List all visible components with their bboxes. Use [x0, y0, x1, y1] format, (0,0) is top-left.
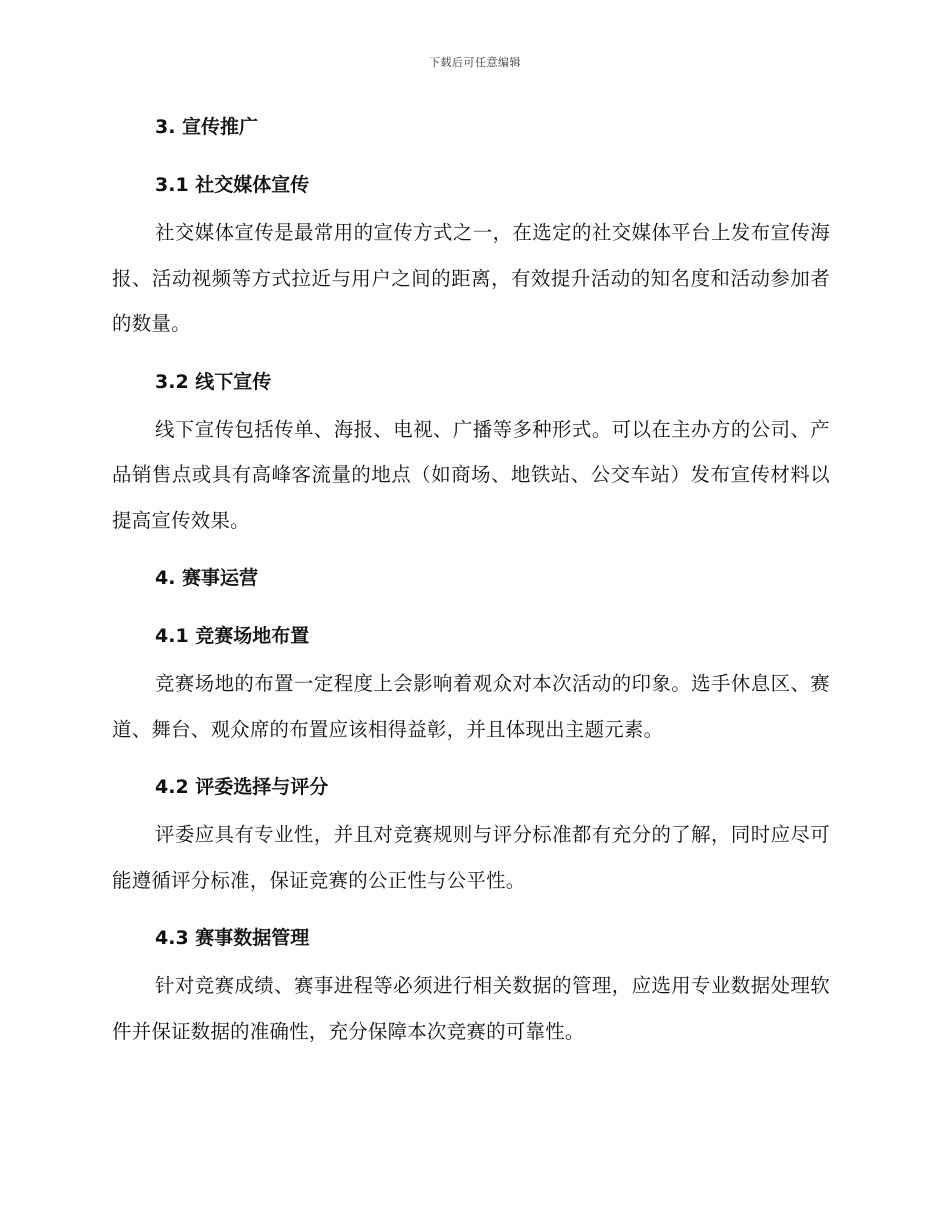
section-4-1-paragraph: 竞赛场地的布置一定程度上会影响着观众对本次活动的印象。选手休息区、赛道、舞台、观众席的布置应该相得益彰，并且体现出主题元素。 — [112, 672, 830, 741]
section-3-2-paragraph: 线下宣传包括传单、海报、电视、广播等多种形式。可以在主办方的公司、产品销售点或具有高峰客流量的地点（如商场、地铁站、公交车站）发布宣传材料以提高宣传效果。 — [112, 417, 830, 532]
section-4-2-heading: 4.2 评委选择与评分 — [155, 776, 329, 798]
section-3-1-paragraph: 社交媒体宣传是最常用的宣传方式之一，在选定的社交媒体平台上发布宣传海报、活动视频等方式拉近与用户之间的距离，有效提升活动的知名度和活动参加者的数量。 — [112, 221, 830, 335]
header-note: 下载后可任意编辑 — [429, 56, 521, 69]
section-4-3-paragraph: 针对竞赛成绩、赛事进程等必须进行相关数据的管理，应选用专业数据处理软件并保证数据的准确性，充分保障本次竞赛的可靠性。 — [112, 974, 830, 1043]
section-4-3-heading: 4.3 赛事数据管理 — [155, 927, 310, 949]
section-3-2-heading: 3.2 线下宣传 — [155, 370, 272, 393]
section-3-1-heading: 3.1 社交媒体宣传 — [155, 174, 310, 196]
section-4-heading: 4. 赛事运营 — [155, 567, 259, 589]
section-4-2-paragraph: 评委应具有专业性，并且对竞赛规则与评分标准都有充分的了解，同时应尽可能遵循评分标准，保证竞赛的公正性与公平性。 — [112, 823, 830, 892]
section-4-1-heading: 4.1 竞赛场地布置 — [155, 625, 310, 647]
document-body — [112, 112, 830, 1054]
section-3-heading: 3. 宣传推广 — [155, 116, 259, 138]
